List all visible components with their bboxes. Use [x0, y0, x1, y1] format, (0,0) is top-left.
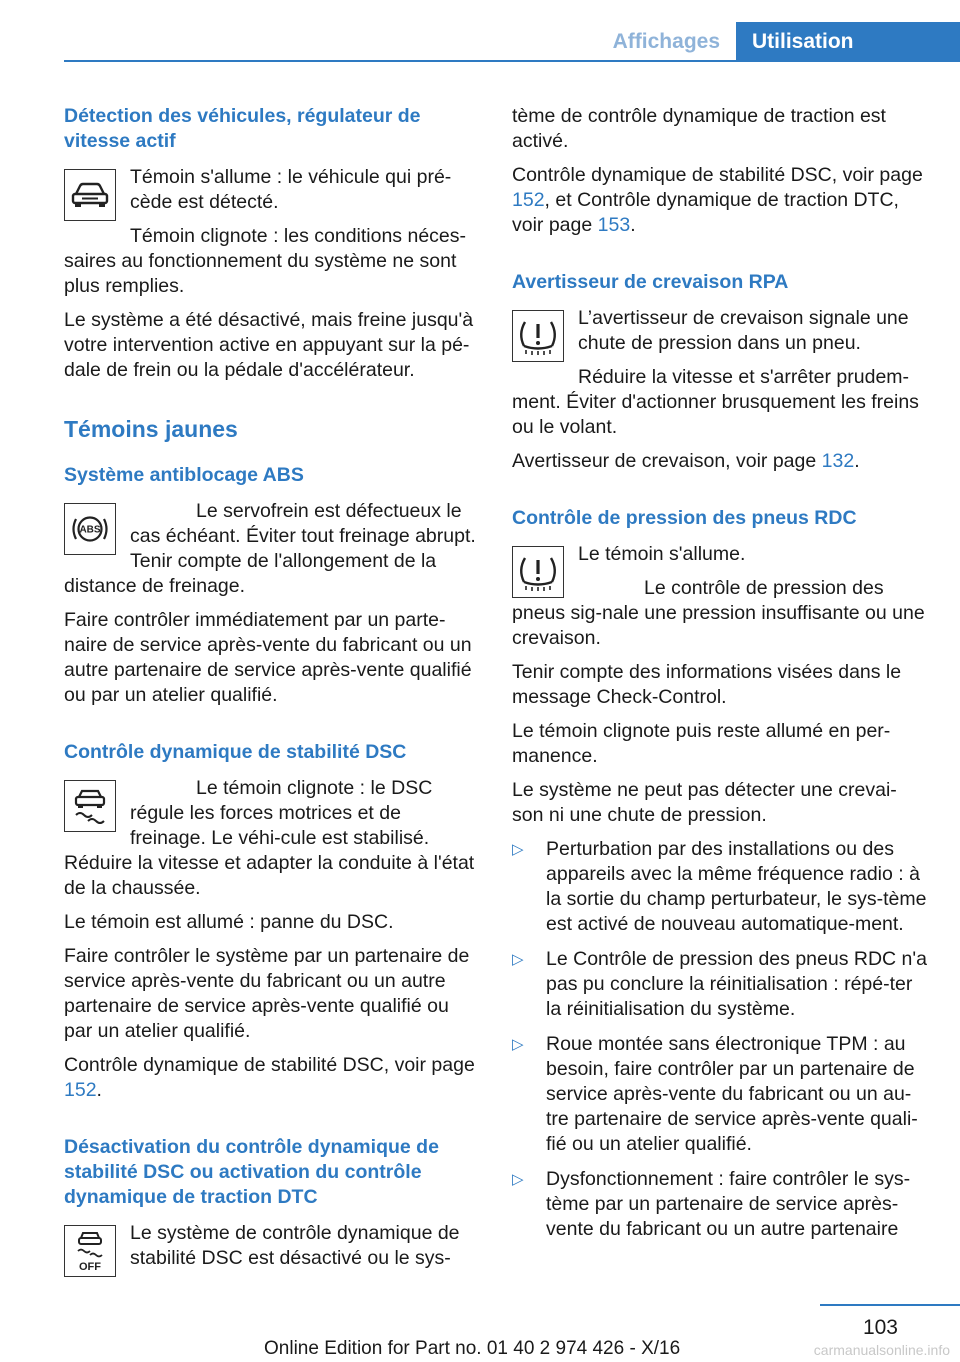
- bullet-triangle-icon: ▷: [512, 841, 524, 858]
- rpa-text-1: L’avertisseur de crevaison signale une chute de pression dans un pneu.: [578, 307, 909, 354]
- dsc-page-link[interactable]: 152: [64, 1079, 97, 1101]
- abs-entry: [64, 499, 480, 599]
- dsc-dtc-reference: Contrôle dynamique de stabilité DSC, voir page 152, et Contrôle dynamique de traction DTC, voir page 153.: [512, 164, 923, 236]
- dtc-continuation-text: tème de contrôle dynamique de traction est activé.: [512, 105, 886, 152]
- rdc-text-4: Le témoin clignote puis reste allumé en per‐manence.: [512, 720, 891, 767]
- rdc-heading: Contrôle de pression des pneus RDC: [512, 507, 857, 529]
- right-column: [512, 104, 928, 1252]
- dsc-entry: [64, 776, 480, 901]
- rpa-heading: Avertisseur de crevaison RPA: [512, 271, 789, 293]
- acc-heading: Détection des véhicules, régulateur de vitesse actif: [64, 105, 421, 152]
- watermark: carmanualsonline.info: [813, 1342, 950, 1358]
- footer-rule: [820, 1304, 960, 1306]
- list-item: ▷ Perturbation par des installations ou des appareils avec la même fréquence radio : à la sortie du champ perturbateur, le sys‐tème est activé de nouveau automatique‐ment.: [512, 838, 927, 935]
- page-number: 103: [862, 1316, 898, 1339]
- rdc-entry: [512, 542, 928, 651]
- bullet-triangle-icon: ▷: [512, 1171, 524, 1188]
- dsc-text-3: Faire contrôler le système par un partenaire de service après-vente du fabricant ou un autre partenaire de service après-vente qualifié ou par un atelier qualifié.: [64, 945, 470, 1042]
- rdc-bullet-list: [512, 837, 928, 1242]
- rpa-entry: [512, 306, 928, 440]
- tire-pressure-warning-icon: [512, 310, 564, 362]
- dsc-off-text-1: Le système de contrôle dynamique de stabilité DSC est désactivé ou le sys‐: [130, 1222, 460, 1269]
- dsc-off-entry: [64, 1221, 480, 1271]
- dsc-heading: Contrôle dynamique de stabilité DSC: [64, 741, 407, 763]
- dsc-off-icon: [64, 1225, 116, 1277]
- dsc-text-2: Le témoin est allumé : panne du DSC.: [64, 911, 394, 933]
- list-item: ▷ Dysfonctionnement : faire contrôler le sys‐tème par un partenaire de service après-vente du fabricant ou un autre partenaire: [512, 1168, 911, 1240]
- abs-heading: Système antiblocage ABS: [64, 464, 304, 486]
- bullet-triangle-icon: ▷: [512, 1036, 524, 1053]
- edition-footer: Online Edition for Part no. 01 40 2 974 426 - X/16: [264, 1338, 681, 1359]
- bullet-triangle-icon: ▷: [512, 951, 524, 968]
- vehicle-ahead-icon: [64, 169, 116, 221]
- abs-text-2: Faire contrôler immédiatement par un parte‐naire de service après-vente du fabricant ou un autre partenaire de service après-vente qualifié ou par un atelier qualifié.: [64, 609, 472, 706]
- rdc-text-2: Le contrôle de pression des pneus sig‐nale une pression insuffisante ou une crevaison.: [512, 577, 925, 649]
- dsc-off-heading: Désactivation du contrôle dynamique de stabilité DSC ou activation du contrôle dynamique de traction DTC: [64, 1136, 439, 1208]
- dsc-off-icon-text: OFF: [79, 1261, 101, 1273]
- header-rule: [64, 60, 960, 62]
- acc-entry: [64, 165, 480, 299]
- dsc-text-4: Contrôle dynamique de stabilité DSC, voir page 152.: [64, 1054, 475, 1101]
- tab-affichages[interactable]: Affichages: [612, 30, 720, 53]
- rdc-text-5: Le système ne peut pas détecter une crevai‐son ni une chute de pression.: [512, 779, 897, 826]
- rdc-text-3: Tenir compte des informations visées dans le message Check-Control.: [512, 661, 902, 708]
- acc-text-2: Témoin clignote : les conditions néces‐saires au fonctionnement du système ne sont plus remplies.: [64, 225, 467, 297]
- dsc-page-link-2[interactable]: 152: [512, 189, 545, 211]
- abs-text-1: Le servofrein est défectueux le cas échéant. Éviter tout freinage abrupt. Tenir compte de l'allongement de la distance de freinage.: [64, 500, 476, 597]
- rdc-text-1: Le témoin s'allume.: [578, 543, 746, 565]
- rpa-page-link[interactable]: 132: [821, 450, 855, 472]
- abs-icon: [64, 503, 116, 555]
- rpa-reference: Avertisseur de crevaison, voir page 132.: [512, 450, 860, 472]
- dsc-skid-icon: [64, 780, 116, 832]
- tab-utilisation[interactable]: Utilisation: [736, 22, 960, 62]
- acc-text-1: Témoin s'allume : le véhicule qui pré‐cède est détecté.: [130, 166, 452, 213]
- list-item: ▷ Roue montée sans électronique TPM : au besoin, faire contrôler par un partenaire de service après-vente du fabricant ou un au‐tre partenaire de service après-vente quali‐fié ou un atelier qualifié.: [512, 1033, 918, 1155]
- left-column: [64, 104, 480, 1280]
- yellow-lights-heading: Témoins jaunes: [64, 416, 238, 442]
- acc-text-3: Le système a été désactivé, mais freine jusqu'à votre intervention active en appuyant sur la pé‐dale de frein ou la pédale d'accélérateur.: [64, 309, 474, 381]
- page-header: [0, 0, 960, 62]
- list-item: ▷ Le Contrôle de pression des pneus RDC n'a pas pu conclure la réinitialisation : répé‐ter la réinitialisation du système.: [512, 948, 927, 1020]
- tire-pressure-control-icon: [512, 546, 564, 598]
- dtc-page-link[interactable]: 153: [597, 214, 631, 236]
- abs-icon-text: ABS: [79, 524, 101, 536]
- rpa-text-2: Réduire la vitesse et s'arrêter prudem‐ment. Éviter d'actionner brusquement les freins ou le volant.: [512, 366, 919, 438]
- dsc-text-1: Le témoin clignote : le DSC régule les forces motrices et de freinage. Le véhi‐cule est stabilisé. Réduire la vitesse et adapter la conduite à l'état de la chaussée.: [64, 777, 475, 899]
